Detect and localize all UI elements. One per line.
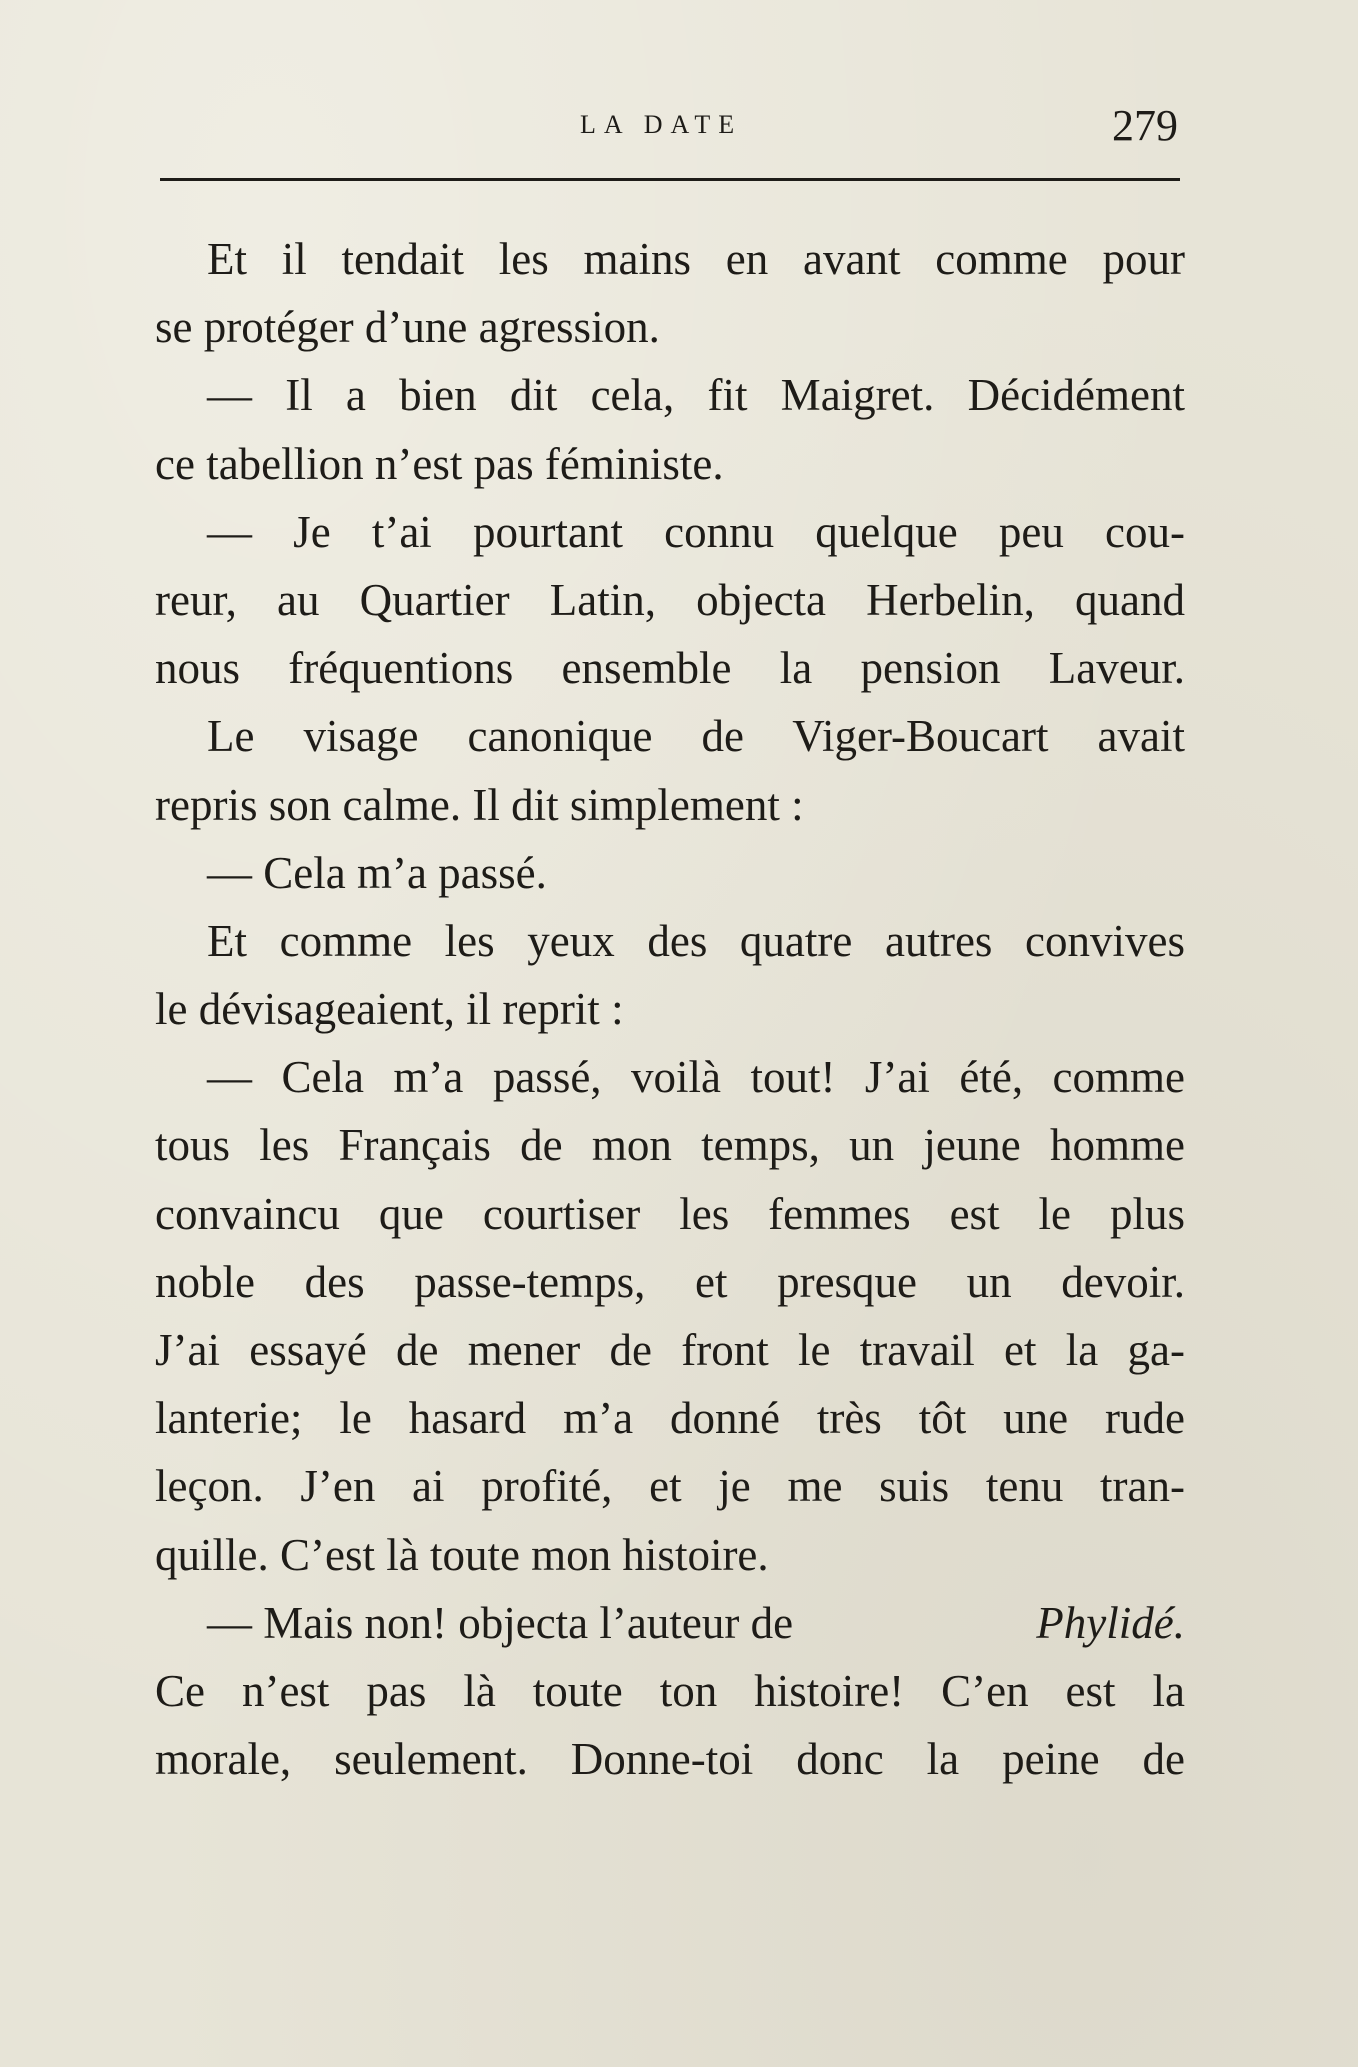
book-title: Phylidé.	[1036, 1597, 1185, 1648]
text-line: leçon. J’en ai profité, et je me suis tenu tran-	[155, 1461, 1185, 1512]
text-line: le dévisageaient, il reprit :	[155, 984, 624, 1035]
text-line: reur, au Quartier Latin, objecta Herbelin, quand	[155, 574, 1185, 625]
text-line: J’ai essayé de mener de front le travail et la ga-	[155, 1325, 1185, 1375]
text-line: Le visage canonique de Viger-Boucart avait	[207, 711, 1185, 762]
text-line: morale, seulement. Donne-toi donc la peine de	[155, 1734, 1185, 1785]
text-line: nous fréquentions ensemble la pension Laveur.	[155, 643, 1185, 694]
text-line: Et il tendait les mains en avant comme pour	[207, 234, 1185, 284]
text-line: convaincu que courtiser les femmes est le plus	[155, 1188, 1185, 1239]
text-line: ce tabellion n’est pas féministe.	[155, 438, 724, 489]
body-text	[155, 225, 1185, 1793]
page-number: 279	[1112, 101, 1178, 150]
text-line: noble des passe-temps, et presque un devoir.	[155, 1256, 1185, 1307]
text-line: Ce n’est pas là toute ton histoire! C’en est la	[155, 1665, 1185, 1716]
text-line-with-title	[155, 1589, 1185, 1657]
text-line: repris son calme. Il dit simplement :	[155, 779, 804, 830]
text-line: quille. C’est là toute mon histoire.	[155, 1529, 769, 1580]
text-line: se protéger d’une agression.	[155, 302, 660, 353]
header-rule	[160, 178, 1180, 181]
text-line: tous les Français de mon temps, un jeune homme	[155, 1120, 1185, 1171]
text-line: — Cela m’a passé.	[207, 847, 547, 898]
text-line-part: — Mais non! objecta l’auteur de	[207, 1597, 805, 1648]
text-line: Et comme les yeux des quatre autres convives	[207, 915, 1185, 966]
text-line: — Il a bien dit cela, fit Maigret. Décidément	[207, 370, 1185, 421]
text-line: — Cela m’a passé, voilà tout! J’ai été, comme	[207, 1052, 1185, 1103]
running-head: LA DATE	[580, 110, 743, 139]
text-line: — Je t’ai pourtant connu quelque peu cou-	[207, 506, 1185, 557]
text-line: lanterie; le hasard m’a donné très tôt une rude	[155, 1393, 1185, 1444]
